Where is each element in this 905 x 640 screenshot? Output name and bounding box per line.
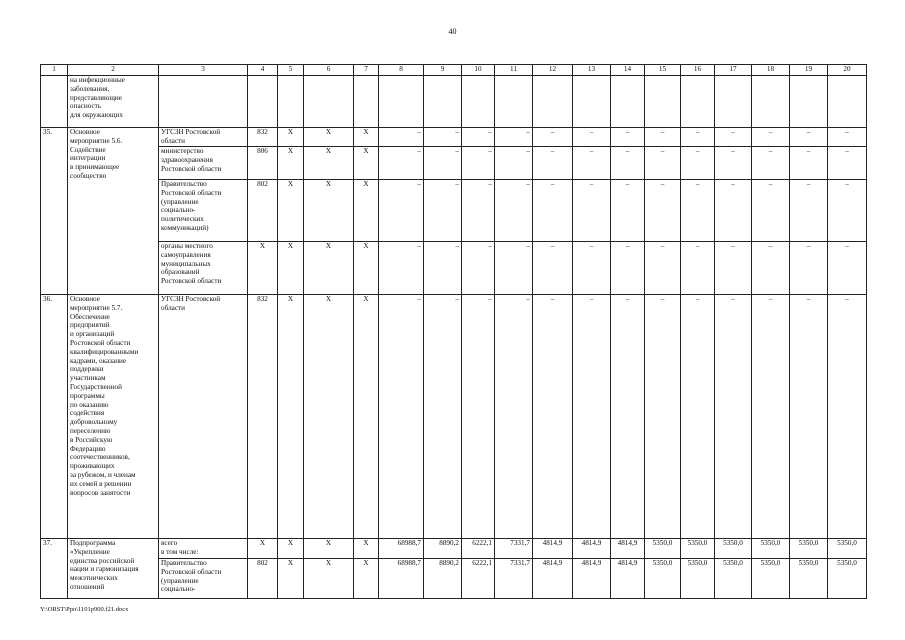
table-row [41,128,867,147]
value-cell: – [424,242,462,295]
value-cell: – [533,242,573,295]
header-cell: 3 [159,65,248,76]
value-cell: – [790,242,828,295]
code-cell: X [278,128,304,147]
value-cell: – [573,147,611,180]
value-cell: – [462,128,495,147]
value-cell: 4814,9 [611,559,645,599]
header-cell: 10 [462,65,495,76]
code-cell: X [354,242,379,295]
value-cell: – [715,128,752,147]
header-cell: 4 [248,65,278,76]
value-cell: – [752,128,790,147]
cell [533,76,573,128]
header-cell: 19 [790,65,828,76]
value-cell: – [424,128,462,147]
executor-cell: министерство здравоохранения Ростовской области [159,147,248,180]
value-cell: – [495,242,533,295]
code-cell: X [354,295,379,539]
value-cell: 68988,7 [379,539,424,559]
value-cell: – [379,128,424,147]
value-cell: – [462,295,495,539]
code-cell: X [278,147,304,180]
value-cell: – [611,147,645,180]
code-cell: X [354,539,379,559]
value-cell: 6222,1 [462,539,495,559]
value-cell: – [828,128,867,147]
executor-cell: УГСЗН Ростовской области [159,295,248,539]
value-cell: – [573,128,611,147]
value-cell: – [752,295,790,539]
cell [462,76,495,128]
value-cell: – [715,147,752,180]
executor-cell: всего в том числе: [159,539,248,559]
table-row [41,242,867,295]
value-cell: 7331,7 [495,539,533,559]
value-cell: – [533,147,573,180]
row-number: 36. [41,295,68,539]
cell [41,76,68,128]
value-cell: 5350,0 [645,559,681,599]
code-cell: X [278,242,304,295]
value-cell: 5350,0 [828,559,867,599]
code-cell: X [304,539,354,559]
value-cell: 4814,9 [611,539,645,559]
value-cell: – [681,242,715,295]
value-cell: – [611,242,645,295]
value-cell: – [681,180,715,242]
header-cell: 11 [495,65,533,76]
code-cell: X [354,559,379,599]
header-cell: 9 [424,65,462,76]
code-cell: X [278,180,304,242]
value-cell: 68988,7 [379,559,424,599]
value-cell: 5350,0 [681,539,715,559]
value-cell: – [379,147,424,180]
value-cell: – [715,242,752,295]
table-row [41,559,867,599]
header-cell: 1 [41,65,68,76]
header-cell: 17 [715,65,752,76]
continuation-text: на инфекционные заболевания, представляющие опасность для окружающих [68,76,159,128]
value-cell: – [752,180,790,242]
value-cell: 5350,0 [752,539,790,559]
code-cell: X [278,559,304,599]
value-cell: 5350,0 [752,559,790,599]
activity-name: Подпрограмма «Укрепление единства российской нации и гармонизация межэтнических отношений [68,539,159,599]
header-cell: 16 [681,65,715,76]
value-cell: – [645,147,681,180]
value-cell: 8890,2 [424,539,462,559]
value-cell: – [681,295,715,539]
value-cell: – [424,180,462,242]
cell [424,76,462,128]
header-cell: 20 [828,65,867,76]
header-cell: 6 [304,65,354,76]
header-cell: 5 [278,65,304,76]
value-cell: – [645,180,681,242]
value-cell: – [573,242,611,295]
cell [752,76,790,128]
value-cell: 4814,9 [573,539,611,559]
budget-table [40,64,867,599]
cell [573,76,611,128]
value-cell: 5350,0 [715,539,752,559]
value-cell: – [379,295,424,539]
value-cell: 4814,9 [533,539,573,559]
executor-cell: органы местного самоуправления муниципальных образований Ростовской области [159,242,248,295]
code-cell: X [304,559,354,599]
executor-cell: Правительство Ростовской области (управление социально- [159,559,248,599]
header-cell: 7 [354,65,379,76]
value-cell: 5350,0 [645,539,681,559]
cell [495,76,533,128]
value-cell: – [495,180,533,242]
header-cell: 8 [379,65,424,76]
value-cell: – [462,180,495,242]
value-cell: 5350,0 [828,539,867,559]
value-cell: – [752,242,790,295]
header-cell: 12 [533,65,573,76]
value-cell: 4814,9 [533,559,573,599]
code-cell: X [248,539,278,559]
code-cell: X [354,128,379,147]
code-cell: X [278,539,304,559]
activity-name: Основное мероприятие 5.6. Содействие интеграции в принимающее сообщество [68,128,159,295]
continuation-row [41,76,867,128]
value-cell: – [828,147,867,180]
value-cell: – [681,147,715,180]
value-cell: – [828,295,867,539]
value-cell: – [828,180,867,242]
value-cell: – [681,128,715,147]
cell [645,76,681,128]
value-cell: – [573,295,611,539]
value-cell: 7331,7 [495,559,533,599]
value-cell: – [495,128,533,147]
code-cell: 802 [248,559,278,599]
header-cell: 15 [645,65,681,76]
header-cell: 13 [573,65,611,76]
value-cell: 5350,0 [715,559,752,599]
cell [611,76,645,128]
executor-cell: Правительство Ростовской области (управление социально- политических коммуникаций) [159,180,248,242]
value-cell: – [790,295,828,539]
value-cell: – [424,295,462,539]
value-cell: – [645,128,681,147]
code-cell: X [304,295,354,539]
value-cell: 5350,0 [790,539,828,559]
value-cell: – [424,147,462,180]
value-cell: 4814,9 [573,559,611,599]
cell [828,76,867,128]
value-cell: 5350,0 [790,559,828,599]
value-cell: – [379,242,424,295]
value-cell: – [495,147,533,180]
value-cell: – [790,180,828,242]
table-row [41,295,867,539]
code-cell: 802 [248,180,278,242]
value-cell: – [645,295,681,539]
value-cell: – [533,128,573,147]
cell [379,76,424,128]
value-cell: – [715,295,752,539]
value-cell: – [790,147,828,180]
value-cell: – [828,242,867,295]
row-number: 35. [41,128,68,295]
file-path-footer: Y:\ORST\Ppo\1101p900.f21.docx [40,606,129,613]
cell [715,76,752,128]
cell [681,76,715,128]
value-cell: – [611,180,645,242]
code-cell: X [248,242,278,295]
value-cell: – [495,295,533,539]
cell [304,76,354,128]
value-cell: – [573,180,611,242]
header-row [41,65,867,76]
table-row [41,147,867,180]
value-cell: – [462,147,495,180]
code-cell: X [304,147,354,180]
value-cell: – [752,147,790,180]
value-cell: 5350,0 [681,559,715,599]
code-cell: X [278,295,304,539]
value-cell: – [790,128,828,147]
cell [354,76,379,128]
value-cell: – [611,128,645,147]
cell [248,76,278,128]
table-row [41,180,867,242]
header-cell: 14 [611,65,645,76]
code-cell: X [304,242,354,295]
value-cell: – [533,180,573,242]
value-cell: 6222,1 [462,559,495,599]
row-number: 37. [41,539,68,599]
code-cell: X [354,180,379,242]
value-cell: – [379,180,424,242]
value-cell: – [462,242,495,295]
code-cell: X [304,128,354,147]
table-row [41,539,867,559]
code-cell: X [304,180,354,242]
code-cell: 832 [248,128,278,147]
header-cell: 2 [68,65,159,76]
value-cell: – [715,180,752,242]
value-cell: 8890,2 [424,559,462,599]
value-cell: – [533,295,573,539]
executor-cell: УГСЗН Ростовской области [159,128,248,147]
header-cell: 18 [752,65,790,76]
page-number: 40 [448,27,457,36]
code-cell: X [354,147,379,180]
cell [790,76,828,128]
code-cell: 832 [248,295,278,539]
value-cell: – [645,242,681,295]
activity-name: Основное мероприятие 5.7. Обеспечение предприятий и организаций Ростовской области квалифицированными кадрами, оказание поддержки участникам Государственной программы по оказанию содействия добровольному переселению в Российскую Федерацию соотечественников, проживающих за рубежом, и членам их семей в решении вопросов занятости [68,295,159,539]
code-cell: 806 [248,147,278,180]
value-cell: – [611,295,645,539]
cell [278,76,304,128]
cell [159,76,248,128]
